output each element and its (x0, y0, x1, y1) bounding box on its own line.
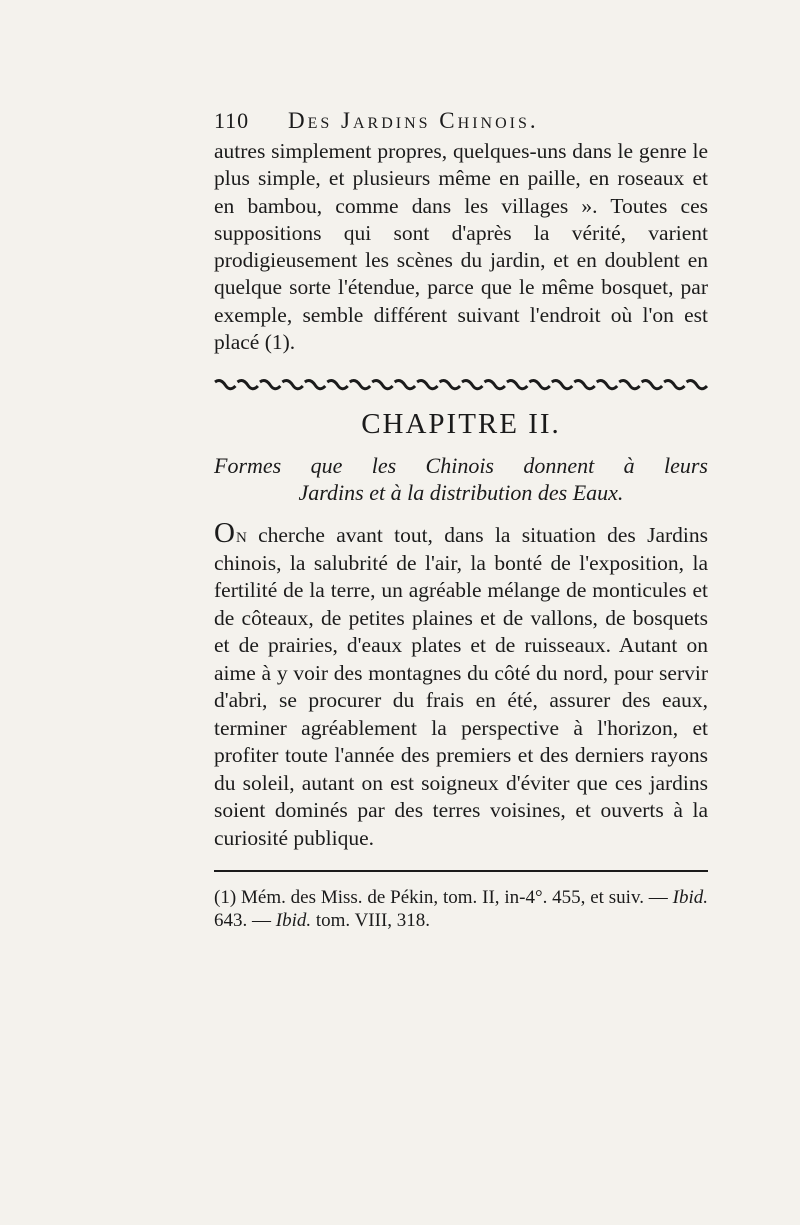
wave-segment (619, 381, 639, 389)
wave-segment (282, 381, 302, 389)
wave-segment (507, 381, 527, 389)
footnote (214, 886, 708, 932)
footnote-part-3: tom. VIII, 318. (311, 910, 431, 932)
wave-segment (417, 381, 437, 389)
paragraph-2 (214, 517, 708, 852)
wave-segment (462, 381, 482, 389)
wave-segment (529, 381, 549, 389)
footnote-part-2: 643. — (214, 910, 276, 932)
wave-segment (597, 381, 617, 389)
footnote-part-1: (1) Mém. des Miss. de Pékin, tom. II, in-4°. 455, et suiv. — (214, 887, 673, 909)
wave-ornament (214, 376, 708, 394)
wave-segment (574, 381, 594, 389)
wave-segment (552, 381, 572, 389)
wave-segment (484, 381, 504, 389)
wave-segment (260, 381, 280, 389)
paragraph-1 (214, 138, 708, 356)
footnote-rule (214, 870, 708, 872)
small-caps-letter: n (235, 523, 247, 548)
footnote-ibid-1: Ibid. (672, 887, 708, 909)
page-header (214, 108, 708, 138)
chapter-subtitle-line-2: Jardins et à la distribution des Eaux. (298, 480, 624, 506)
wave-segment (372, 381, 392, 389)
page-number: 110 (214, 108, 250, 133)
paragraph-1-text: autres simplement propres, quelques-uns dans le genre le plus simple, et plusieurs même en paille, en roseaux et en bambou, comme dans les villages ». Toutes ces suppositions qui sont d'après la vérité, varient prodigieusement les scènes du jardin, et en doublent en quelque sorte l'étendue, parce que le même bosquet, par exemple, semble différent suivant l'endroit où l'on est placé (1). (214, 139, 708, 355)
wave-segment (440, 381, 460, 389)
footnote-ibid-2: Ibid. (275, 910, 312, 932)
wave-segment (215, 381, 235, 389)
text-column (214, 108, 708, 932)
wave-segment (395, 381, 415, 389)
wave-segment (642, 381, 662, 389)
wave-segment (237, 381, 257, 389)
chapter-subtitle-line-1: Formes que les Chinois donnent à leurs (214, 453, 708, 479)
wave-segment (327, 381, 347, 389)
chapter-subtitle (214, 452, 708, 506)
drop-capital: O (214, 517, 236, 550)
running-title: Des Jardins Chinois. (288, 108, 539, 133)
chapter-title: CHAPITRE II. (361, 408, 561, 441)
wave-segment (664, 381, 684, 389)
wave-segment (687, 381, 707, 389)
wave-segment (305, 381, 325, 389)
paragraph-2-text: cherche avant tout, dans la situation des Jardins chinois, la salubrité de l'air, la bonté de l'exposition, la fertilité de la terre, un agréable mélange de monticules et de côteaux, de petites plaines et de vallons, de bosquets et de prairies, d'eaux plates et de ruisseaux. Autant on aime à y voir des montagnes du côté du nord, pour servir d'abri, se procurer du frais en été, assurer des eaux, terminer agréablement la perspective à l'horizon, et profiter toute l'année des premiers et des derniers rayons du soleil, autant on est soigneux d'éviter que ces jardins soient dominés par des terres voisines, et ouverts à la curiosité publique. (214, 523, 708, 850)
wave-segment (350, 381, 370, 389)
